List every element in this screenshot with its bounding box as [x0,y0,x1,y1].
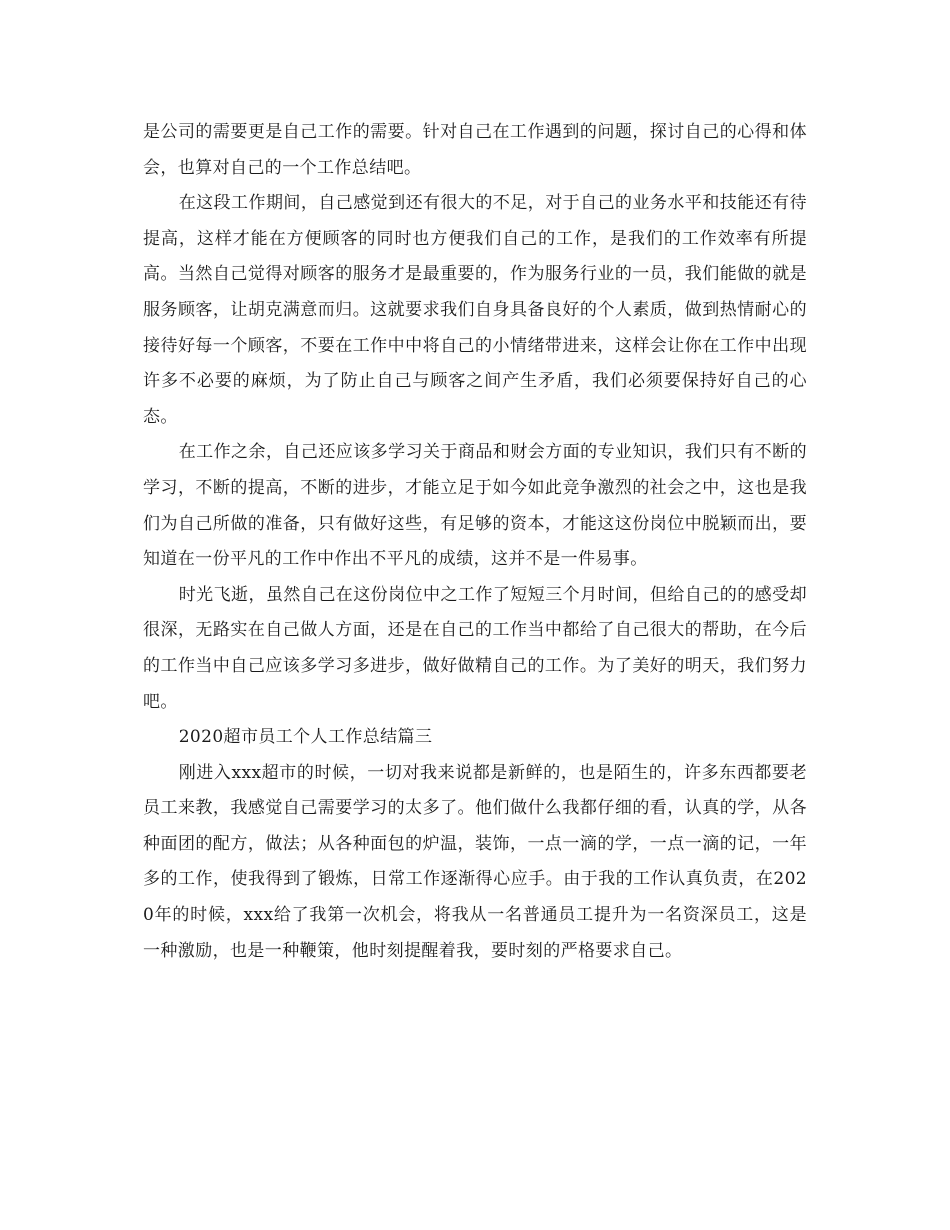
paragraph-time-flies: 时光飞逝，虽然自己在这份岗位中之工作了短短三个月时间，但给自己的的感受却很深，无路实在自己做人方面，还是在自己的工作当中都给了自己很大的帮助，在今后的工作当中自己应该多学习多进步，做好做精自己的工作。为了美好的明天，我们努力吧。 [143,584,807,712]
paragraph-work-shortcomings: 在这段工作期间，自己感觉到还有很大的不足，对于自己的业务水平和技能还有待提高，这样才能在方便顾客的同时也方便我们自己的工作，是我们的工作效率有所提高。当然自己觉得对顾客的服务才是最重要的，作为服务行业的一员，我们能做的就是服务顾客，让胡克满意而归。这就要求我们自身具备良好的个人素质，做到热情耐心的接待好每一个顾客，不要在工作中中将自己的小情绪带进来，这样会让你在工作中出现许多不必要的麻烦，为了防止自己与顾客之间产生矛盾，我们必须要保持好自己的心态。 [143,193,807,427]
document-body [143,115,807,969]
paragraph-continuation: 是公司的需要更是自己工作的需要。针对自己在工作遇到的问题，探讨自己的心得和体会，也算对自己的一个工作总结吧。 [143,122,807,178]
paragraph-study-knowledge: 在工作之余，自己还应该多学习关于商品和财会方面的专业知识，我们只有不断的学习，不断的提高，不断的进步，才能立足于如今如此竞争激烈的社会之中，这也是我们为自己所做的准备，只有做好这些，有足够的资本，才能这这份岗位中脱颖而出，要知道在一份平凡的工作中作出不平凡的成绩，这并不是一件易事。 [143,442,807,570]
section-heading: 2020超市员工个人工作总结篇三 [178,727,433,748]
paragraph-joining-supermarket: 刚进入xxx超市的时候，一切对我来说都是新鲜的，也是陌生的，许多东西都要老员工来教，我感觉自己需要学习的太多了。他们做什么我都仔细的看，认真的学，从各种面团的配方，做法；从各种面包的炉温，装饰，一点一滴的学，一点一滴的记，一年多的工作，使我得到了锻炼，日常工作逐渐得心应手。由于我的工作认真负责，在2020年的时候，xxx给了我第一次机会，将我从一名普通员工提升为一名资深员工，这是一种激励，也是一种鞭策，他时刻提醒着我，要时刻的严格要求自己。 [143,762,807,961]
